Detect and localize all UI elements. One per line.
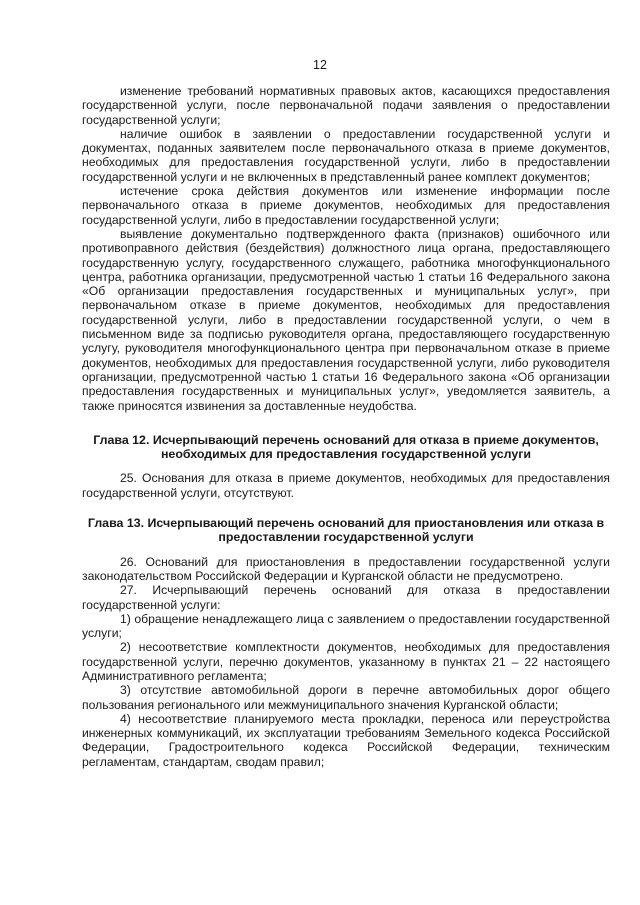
document-body: [82, 84, 610, 769]
page-number: 12: [313, 58, 327, 72]
paragraph: 26. Оснований для приостановления в предоставлении государственной услуги законодательством Российской Федерации и Курганской области не предусмотрено.: [82, 554, 610, 583]
paragraph: истечение срока действия документов или изменение информации после первоначального отказа в приеме документов, необходимых для предоставления государственной услуги, либо в предоставлении государственной услуги;: [82, 184, 610, 227]
chapter-13-heading: Глава 13. Исчерпывающий перечень оснований для приостановления или отказа в предоставлении государственной услуги: [87, 516, 605, 545]
paragraph: 25. Основания для отказа в приеме документов, необходимых для предоставления государственной услуги, отсутствуют.: [82, 471, 610, 500]
list-item: 4) несоответствие планируемого места прокладки, переноса или переустройства инженерных коммуникаций, их эксплуатации требованиям Земельного кодекса Российской Федерации, Градостроительного кодекса Российской Федерации, техническим регламентам, стандартам, сводам правил;: [82, 711, 610, 769]
paragraph: 27. Исчерпывающий перечень оснований для отказа в предоставлении государственной услуги:: [82, 583, 610, 612]
paragraph: выявление документально подтвержденного факта (признаков) ошибочного или противоправного действия (бездействия) должностного лица органа, предоставляющего государственную услугу, государственного служащего, работника многофункционального центра, работника организации, предусмотренной частью 1 статьи 16 Федерального закона «Об организации предоставления государственных и муниципальных услуг», при первоначальном отказе в приеме документов, необходимых для предоставления государственной услуги, либо в предоставлении государственной услуги, о чем в письменном виде за подписью руководителя органа, предоставляющего государственную услугу, руководителя многофункционального центра при первоначальном отказе в приеме документов, необходимых для предоставления государственной услуги, либо руководителя организации, предусмотренной частью 1 статьи 16 Федерального закона «Об организации предоставления государственных и муниципальных услуг», уведомляется заявитель, а также приносятся извинения за доставленные неудобства.: [82, 226, 610, 413]
chapter-12-heading: Глава 12. Исчерпывающий перечень оснований для отказа в приеме документов, необходимых для предоставления государственной услуги: [93, 432, 599, 462]
list-item: 3) отсутствие автомобильной дороги в перечне автомобильных дорог общего пользования регионального или межмуниципального значения Курганской области;: [82, 683, 610, 712]
list-item: 1) обращение ненадлежащего лица с заявлением о предоставлении государственной услуги;: [82, 611, 610, 641]
paragraph: наличие ошибок в заявлении о предоставлении государственной услуги и документах, поданных заявителем после первоначального отказа в приеме документов, необходимых для предоставления государственной услуги, либо в предоставлении государственной услуги и не включенных в представленный ранее комплект документов;: [82, 126, 610, 184]
paragraph: изменение требований нормативных правовых актов, касающихся предоставления государственной услуги, после первоначальной подачи заявления о предоставлении государственной услуги;: [82, 84, 610, 127]
list-item: 2) несоответствие комплектности документов, необходимых для предоставления государственной услуги, перечню документов, указанному в пунктах 21 – 22 настоящего Административного регламента;: [82, 640, 610, 683]
